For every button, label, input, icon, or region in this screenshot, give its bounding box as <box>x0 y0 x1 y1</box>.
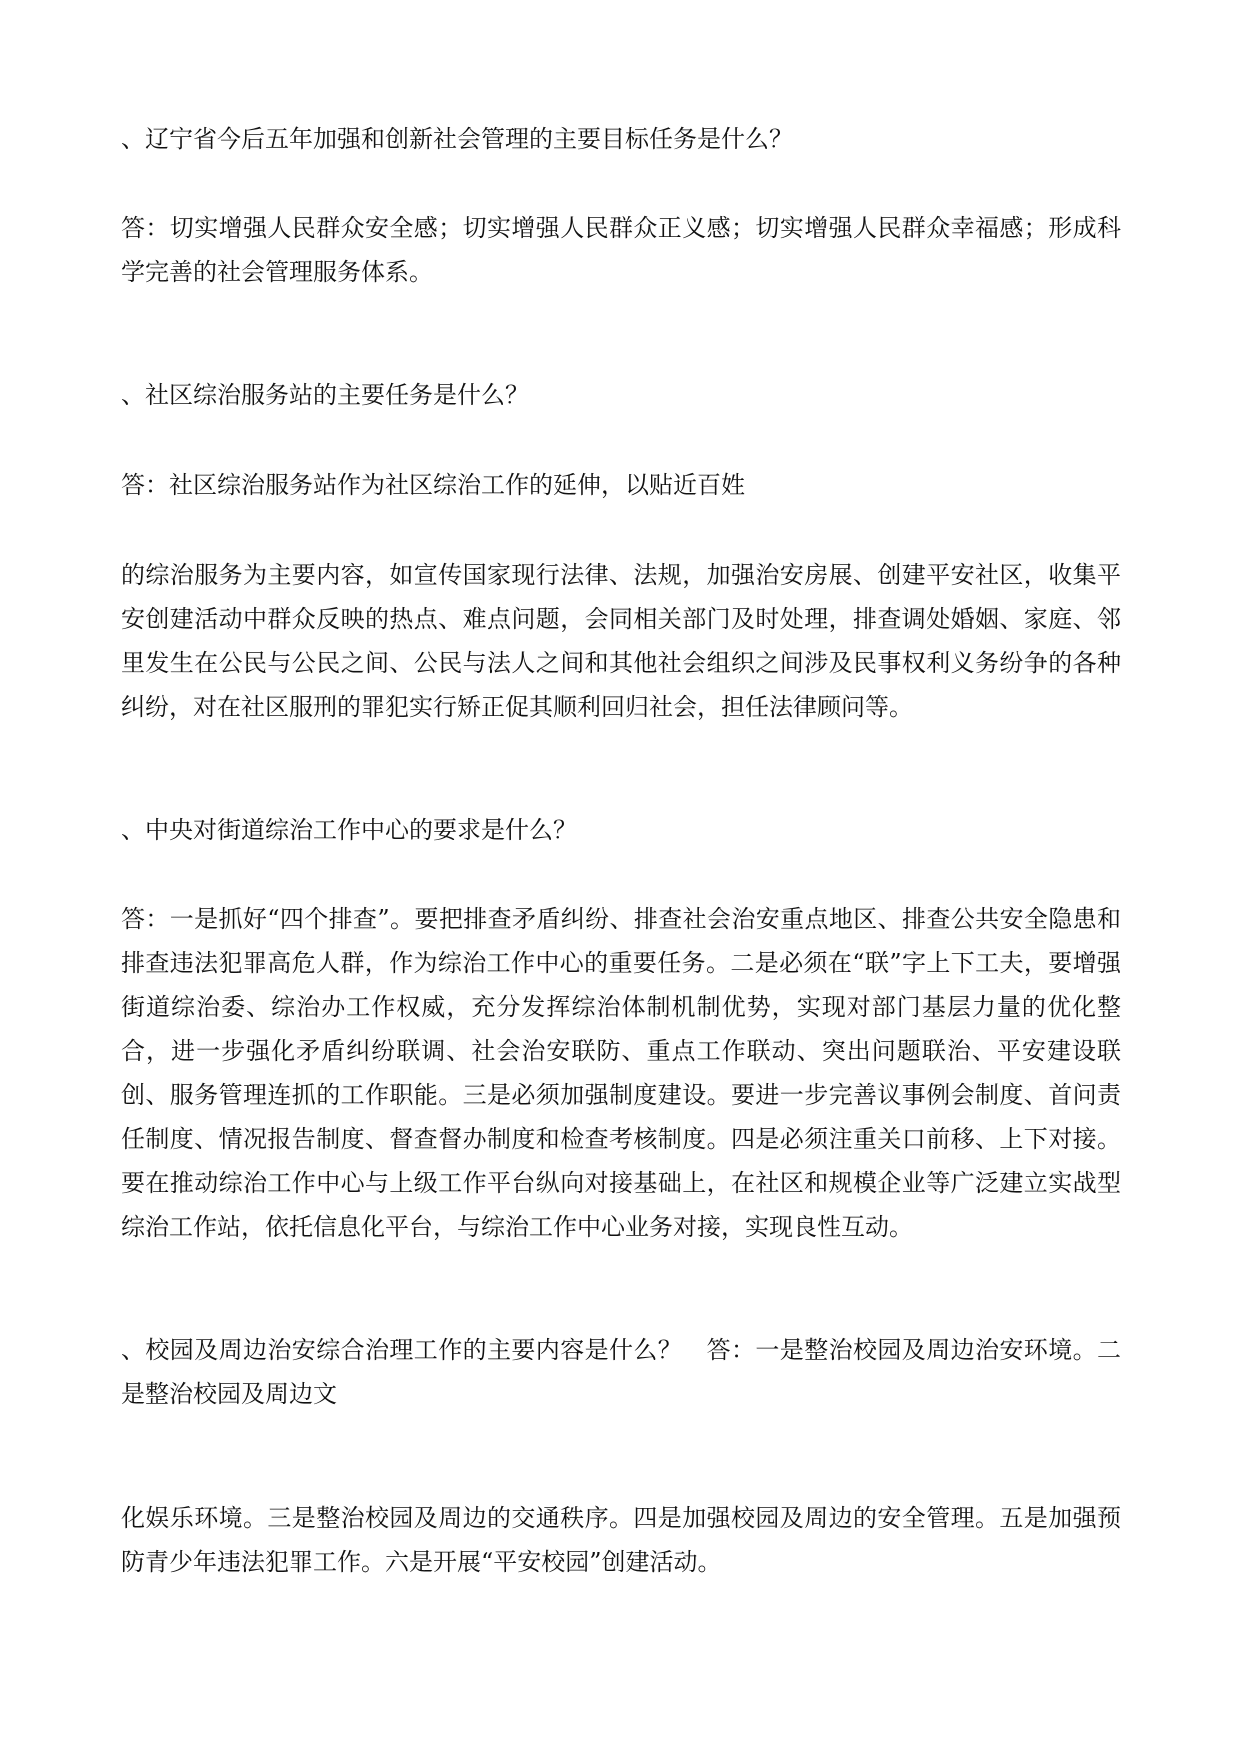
question-4-with-answer-start: 、校园及周边治安综合治理工作的主要内容是什么？ 答：一是整治校园及周边治安环境。二是整治校园及周边文 <box>121 1336 1121 1408</box>
question-2: 、社区综治服务站的主要任务是什么？ <box>121 381 529 409</box>
answer-2-part-2: 的综治服务为主要内容，如宣传国家现行法律、法规，加强治安房展、创建平安社区，收集平安创建活动中群众反映的热点、难点问题，会同相关部门及时处理，排查调处婚姻、家庭、邻里发生在公民与公民之间、公民与法人之间和其他社会组织之间涉及民事权利义务纷争的各种纠纷，对在社区服刑的罪犯实行矫正促其顺利回归社会，担任法律顾问等。 <box>121 561 1121 721</box>
question-1: 、辽宁省今后五年加强和创新社会管理的主要目标任务是什么？ <box>121 125 793 153</box>
answer-1: 答：切实增强人民群众安全感；切实增强人民群众正义感；切实增强人民群众幸福感；形成科学完善的社会管理服务体系。 <box>121 214 1121 286</box>
answer-2-part-1: 答：社区综治服务站作为社区综治工作的延伸，以贴近百姓 <box>121 471 745 499</box>
answer-4-continuation: 化娱乐环境。三是整治校园及周边的交通秩序。四是加强校园及周边的安全管理。五是加强预防青少年违法犯罪工作。六是开展“平安校园”创建活动。 <box>121 1504 1121 1576</box>
question-3: 、中央对街道综治工作中心的要求是什么？ <box>121 816 577 844</box>
answer-3: 答：一是抓好“四个排查”。要把排查矛盾纠纷、排查社会治安重点地区、排查公共安全隐患和排查违法犯罪高危人群，作为综治工作中心的重要任务。二是必须在“联”字上下工夫，要增强街道综治委、综治办工作权威，充分发挥综治体制机制优势，实现对部门基层力量的优化整合，进一步强化矛盾纠纷联调、社会治安联防、重点工作联动、突出问题联治、平安建设联创、服务管理连抓的工作职能。三是必须加强制度建设。要进一步完善议事例会制度、首问责任制度、情况报告制度、督查督办制度和检查考核制度。四是必须注重关口前移、上下对接。要在推动综治工作中心与上级工作平台纵向对接基础上，在社区和规模企业等广泛建立实战型综治工作站，依托信息化平台，与综治工作中心业务对接，实现良性互动。 <box>121 905 1121 1241</box>
